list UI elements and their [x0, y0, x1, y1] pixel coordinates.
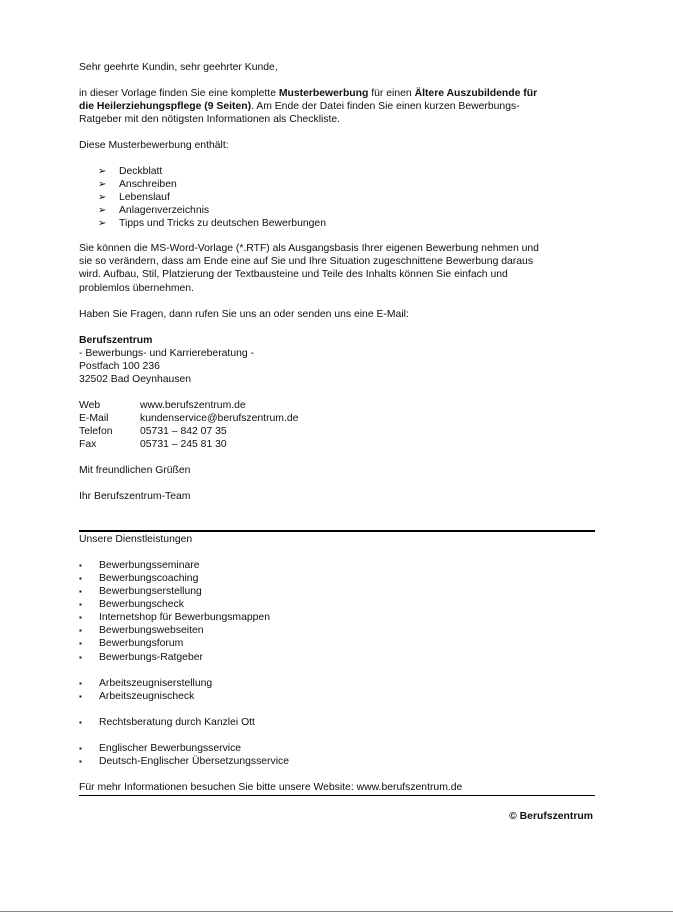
square-bullet-icon: ▪: [79, 613, 82, 622]
square-bullet-icon: ▪: [79, 653, 82, 662]
intro-bold-title: Ältere Auszubildende für: [414, 88, 538, 99]
usage-line-1: Sie können die MS-Word-Vorlage (*.RTF) als Ausgangsbasis Ihrer eigenen Bewerbung nehmen und: [79, 243, 539, 254]
square-bullet-icon: ▪: [79, 561, 82, 570]
intro-bold-title-cont: die Heilerziehungspflege (9 Seiten): [79, 101, 252, 112]
page-edge: [0, 911, 673, 912]
contents-item-label: Anschreiben: [119, 179, 177, 190]
company-postbox: Postfach 100 236: [79, 361, 160, 372]
arrow-bullet-icon: ➢: [98, 192, 107, 203]
square-bullet-icon: ▪: [79, 574, 82, 583]
company-city: 32502 Bad Oeynhausen: [79, 374, 192, 385]
square-bullet-icon: ▪: [79, 757, 82, 766]
divider: [79, 795, 595, 796]
square-bullet-icon: ▪: [79, 679, 82, 688]
square-bullet-icon: ▪: [79, 587, 82, 596]
contents-item-label: Deckblatt: [119, 166, 163, 177]
contact-value: 05731 – 842 07 35: [140, 426, 227, 437]
service-item-label: Deutsch-Englischer Übersetzungsservice: [99, 756, 289, 767]
contact-value: www.berufszentrum.de: [140, 400, 246, 411]
questions-text: Haben Sie Fragen, dann rufen Sie uns an oder senden uns eine E-Mail:: [79, 309, 409, 320]
square-bullet-icon: ▪: [79, 600, 82, 609]
signature: Ihr Berufszentrum-Team: [79, 491, 191, 502]
intro-line-3: Ratgeber mit den nötigsten Informationen als Checkliste.: [79, 114, 341, 125]
service-item-label: Arbeitszeugnischeck: [99, 691, 195, 702]
arrow-bullet-icon: ➢: [98, 166, 107, 177]
company-name: Berufszentrum: [79, 335, 153, 346]
square-bullet-icon: ▪: [79, 718, 82, 727]
intro-text: . Am Ende der Datei finden Sie einen kurzen Bewerbungs-: [251, 101, 520, 112]
usage-line-2: sie so verändern, dass am Ende eine auf Sie und Ihre Situation zugeschnittene Bewerbung daraus: [79, 256, 534, 267]
greeting: Sehr geehrte Kundin, sehr geehrter Kunde,: [79, 62, 278, 73]
intro-text: in dieser Vorlage finden Sie eine komplette: [79, 88, 279, 99]
contact-label: Telefon: [79, 426, 113, 437]
intro-line-1: [79, 87, 537, 100]
contact-value: 05731 – 245 81 30: [140, 439, 227, 450]
service-item-label: Arbeitszeugniserstellung: [99, 678, 213, 689]
square-bullet-icon: ▪: [79, 639, 82, 648]
contents-item-label: Tipps und Tricks zu deutschen Bewerbungen: [119, 218, 326, 229]
square-bullet-icon: ▪: [79, 626, 82, 635]
contact-label: Fax: [79, 439, 97, 450]
contents-item-label: Lebenslauf: [119, 192, 170, 203]
contact-label: Web: [79, 400, 101, 411]
company-tagline: - Bewerbungs- und Karriereberatung -: [79, 348, 255, 359]
intro-line-2: [79, 100, 520, 113]
contact-value: kundenservice@berufszentrum.de: [140, 413, 299, 424]
service-item-label: Rechtsberatung durch Kanzlei Ott: [99, 717, 255, 728]
intro-bold-musterbewerbung: Musterbewerbung: [278, 88, 369, 99]
divider: [79, 530, 595, 532]
service-item-label: Bewerbungsforum: [99, 638, 184, 649]
arrow-bullet-icon: ➢: [98, 205, 107, 216]
services-heading: Unsere Dienstleistungen: [79, 534, 193, 545]
closing: Mit freundlichen Grüßen: [79, 465, 191, 476]
service-item-label: Bewerbungscoaching: [99, 573, 199, 584]
arrow-bullet-icon: ➢: [98, 179, 107, 190]
service-item-label: Englischer Bewerbungsservice: [99, 743, 242, 754]
service-item-label: Bewerbungsseminare: [99, 560, 200, 571]
square-bullet-icon: ▪: [79, 692, 82, 701]
service-item-label: Internetshop für Bewerbungsmappen: [99, 612, 270, 623]
service-item-label: Bewerbungswebseiten: [99, 625, 204, 636]
usage-line-4: problemlos übernehmen.: [79, 283, 194, 294]
service-item-label: Bewerbungs-Ratgeber: [99, 652, 203, 663]
square-bullet-icon: ▪: [79, 744, 82, 753]
copyright: © Berufszentrum: [509, 811, 593, 822]
contents-heading: Diese Musterbewerbung enthält:: [79, 140, 229, 151]
usage-line-3: wird. Aufbau, Stil, Platzierung der Textbausteine und Teile des Inhalts können Sie einfach und: [79, 269, 508, 280]
service-item-label: Bewerbungserstellung: [99, 586, 202, 597]
intro-text: für einen: [368, 88, 415, 99]
service-item-label: Bewerbungscheck: [99, 599, 184, 610]
arrow-bullet-icon: ➢: [98, 218, 107, 229]
contact-label: E-Mail: [79, 413, 109, 424]
more-info: Für mehr Informationen besuchen Sie bitte unsere Website: www.berufszentrum.de: [79, 782, 463, 793]
contents-item-label: Anlagenverzeichnis: [119, 205, 210, 216]
